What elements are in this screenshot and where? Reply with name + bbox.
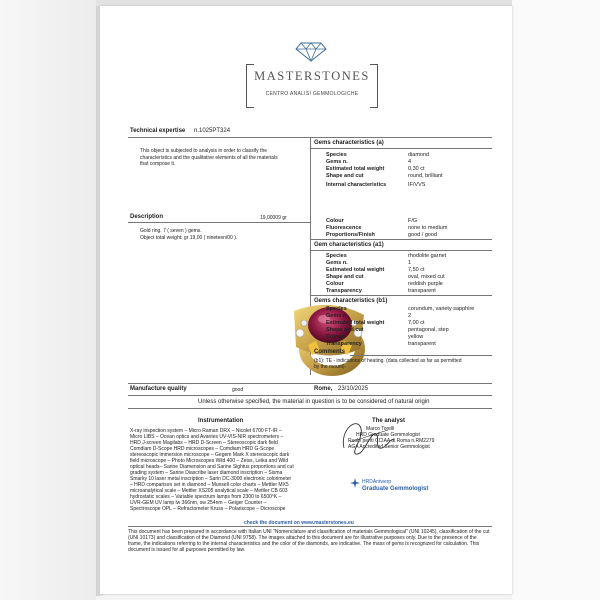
gems-a1-value-5: transparent xyxy=(408,288,436,294)
scan-margin-left xyxy=(0,0,96,600)
gems-a2-label-1: Fluorescence xyxy=(326,225,362,231)
comments-text-2: by the mount). xyxy=(314,364,346,370)
gems-b1-label-3: Shape and cut xyxy=(326,327,364,333)
gems-a-value-1: 4 xyxy=(408,159,412,165)
gems-b1-top-divider xyxy=(310,295,492,296)
footer-divider xyxy=(128,526,492,527)
comments-label: Comments xyxy=(314,349,346,355)
hrd-label: HRDAntwerp xyxy=(362,479,392,485)
manufacture-label: Manufacture quality xyxy=(130,386,187,392)
instrument-line-7: grading system – Sarine Diascribe laser diamond inscription – Sisma xyxy=(130,470,283,476)
description-divider xyxy=(128,222,310,223)
gems-a1-label-4: Colour xyxy=(326,281,344,287)
gems-a1-value-1: 1 xyxy=(408,260,412,266)
gems-a-label-1: Gems n. xyxy=(326,159,348,165)
instrument-line-4: stereoscopic immersion microscope – Gegem Mark X stereoscopic dark xyxy=(130,452,290,458)
gems-b1-label-1: Gems n. xyxy=(326,313,348,319)
gems-a1-title: Gem characteristics (a1) xyxy=(314,242,384,248)
gems-b1-label-5: Transparency xyxy=(326,341,362,347)
instrument-line-8: Smarky 10 laser metal inscription – Sarin DC-3000 electronic colorimeter xyxy=(130,476,292,482)
brand-name: MASTERSTONES xyxy=(254,69,370,83)
manufacture-divider xyxy=(128,383,492,384)
instrument-line-13: Spectroscope OPL – Refractometer Kruss – Polariscope – Dicroscope xyxy=(130,506,286,512)
instrument-line-3: Comdiam D-Scope HRD microscopes – Comdiam HRD G-Scope xyxy=(130,446,275,452)
natural-bottom-divider xyxy=(128,408,492,409)
graduate-label: Graduate Gemmologist xyxy=(362,486,429,492)
description-line-2: Object total weight: gr 19,00 ( nineteen/00 ). xyxy=(140,235,238,241)
manufacture-value: good xyxy=(232,387,244,393)
instrument-line-10: microanalytical scale – Mettler XS205 analytical scale – Mettler CB 603 xyxy=(130,488,288,494)
gems-a2-value-0: F/G xyxy=(408,218,418,224)
gems-a2-label-0: Colour xyxy=(326,218,344,224)
expertise-title: Technical expertise xyxy=(130,128,186,134)
natural-origin-note: Unless otherwise specified, the material in question is to be considered of natural origin xyxy=(198,399,430,405)
description-line-1: Gold ring. 7 ( seven ) gems. xyxy=(140,228,202,234)
gems-a-value-4: IF/VVS xyxy=(408,182,426,188)
gems-a-title: Gems characteristics (a) xyxy=(314,140,384,146)
gems-b1-value-2: 7,00 ct xyxy=(408,320,425,326)
expertise-number: n.1025PT324 xyxy=(194,128,231,134)
gems-a-label-0: Species xyxy=(326,152,347,158)
certificate-sheet xyxy=(100,6,512,594)
intro-text: This object is subjected to analysis in order to classify the characteristics and the qualitative elements of all the materials that compose it. xyxy=(140,148,278,167)
gems-b1-title: Gems characteristics (b1) xyxy=(314,298,388,304)
gems-a1-label-5: Transparency xyxy=(326,288,362,294)
gems-a1-top-divider xyxy=(310,239,492,240)
instrument-line-12: UVR-GEM UV lamp lw 366nm, sw 254nm – Geiger Counter – xyxy=(130,500,267,506)
gems-a-label-4: Internal characteristics xyxy=(326,182,387,188)
gems-a2-value-1: none to medium xyxy=(408,225,448,231)
gems-a1-value-0: rhodolite garnet xyxy=(408,253,447,259)
gems-a1-value-4: reddish purple xyxy=(408,281,443,287)
gems-a1-label-0: Species xyxy=(326,253,347,259)
gems-a1-label-3: Shape and cut xyxy=(326,274,364,280)
gems-b1-value-0: corundum, variety sapphire xyxy=(408,306,475,312)
gems-b1-label-0: Species xyxy=(326,306,347,312)
hrd-star-icon xyxy=(350,478,360,488)
gems-b1-value-1: 2 xyxy=(408,313,412,319)
scan-margin-right xyxy=(512,0,600,600)
analyst-signature xyxy=(336,412,396,458)
gems-a1-value-3: oval, mixed cut xyxy=(408,274,445,280)
masterstones-logo xyxy=(246,42,378,114)
brand-subtitle: CENTRO ANALISI GEMMOLOGICHE xyxy=(265,91,359,97)
gems-a-value-2: 0,30 ct xyxy=(408,166,425,172)
date-value: 23/10/2025 xyxy=(338,386,369,392)
footer-text: This document has been prepared in accordance with Italian UNI "Nomenclature and classification of materials Gemmological" (UNI 10245), classification of the cut (UNI 10173) and classification of the Diamond (UNI 9758). The images attached to this document are for illustrative purposes only. Due to the presence of the frame, the indications referring to the internal characteristics and the color of the diamonds, are indicative. The mass of gems is recognized for calculation. This document is issued for all purposes permitted by law. xyxy=(128,529,490,553)
comments-text-1: (b1): TE - indications of heating. (data collected as far as permitted xyxy=(314,358,462,364)
gems-a2-label-2: Proportions/Finish xyxy=(326,232,375,238)
gems-b1-label-4: Colour xyxy=(326,334,344,340)
gems-a-label-3: Shape and cut xyxy=(326,173,364,179)
instrument-line-5: field microscope – Photo Microscopes Wild 400 – Zeiss, Leika and Wild xyxy=(130,458,289,464)
gems-b1-label-2: Estimated total weight xyxy=(326,320,385,326)
gems-a-label-2: Estimated total weight xyxy=(326,166,385,172)
instrument-line-6: optical heads– Sarine Diamension and Sarine Sightus proportions and cut xyxy=(130,464,294,470)
instrument-line-0: X-ray inspection system – Micro Raman DRX – Nicolet 6700 FT-IR – xyxy=(130,428,282,434)
gems-b1-value-4: yellow xyxy=(408,334,424,340)
analyst-line-0: Marco Torelli xyxy=(366,426,395,432)
analyst-line-2: Ruolo perìti CCIAA di Roma n.RM2279 xyxy=(348,438,435,444)
gems-a-value-0: diamond xyxy=(408,152,430,158)
instrument-line-2: HRD J-screen Magilabs – HRD D-Screen – Stereoscopic dark field xyxy=(130,440,278,446)
gems-a1-value-2: 7,50 ct xyxy=(408,267,425,273)
gems-b1-value-5: transparent xyxy=(408,341,436,347)
gems-a1-label-1: Gems n. xyxy=(326,260,348,266)
place-label: Rome, xyxy=(314,386,333,392)
gems-a1-label-2: Estimated total weight xyxy=(326,267,385,273)
gems-a1-divider xyxy=(310,250,492,251)
gems-a-divider xyxy=(310,148,492,149)
gems-b1-value-3: pentagonal, step xyxy=(408,327,449,333)
instrument-line-1: Micro LIBS – Ocean optics and Avantes UV-VIS-NIR spectrometers – xyxy=(130,434,284,440)
description-weight: 19,00009 gr xyxy=(260,215,287,221)
website-link[interactable]: check the document on www.masterstones.eu xyxy=(244,520,354,526)
instrument-line-11: hydrostatic scales – Variable spectrum lamps from 2300 to 6500°K – xyxy=(130,494,282,500)
natural-top-divider xyxy=(128,395,492,396)
description-label: Description xyxy=(130,214,164,220)
gems-a2-value-2: good / good xyxy=(408,232,438,238)
analyst-title: The analyst xyxy=(372,418,406,424)
analyst-line-1: HRD Graduate Gemmologist xyxy=(356,432,420,438)
diamond-icon xyxy=(295,42,327,62)
instrument-line-9: – HRD comparison set in diamond – Munsell color charts – Mettler MX5 xyxy=(130,482,289,488)
instrumentation-title: Instrumentation xyxy=(198,418,244,424)
analyst-line-3: AGA Accredited Senior Gemmologist xyxy=(348,444,430,450)
comments-underline xyxy=(350,355,492,356)
gems-a-value-3: round, brilliant xyxy=(408,173,443,179)
